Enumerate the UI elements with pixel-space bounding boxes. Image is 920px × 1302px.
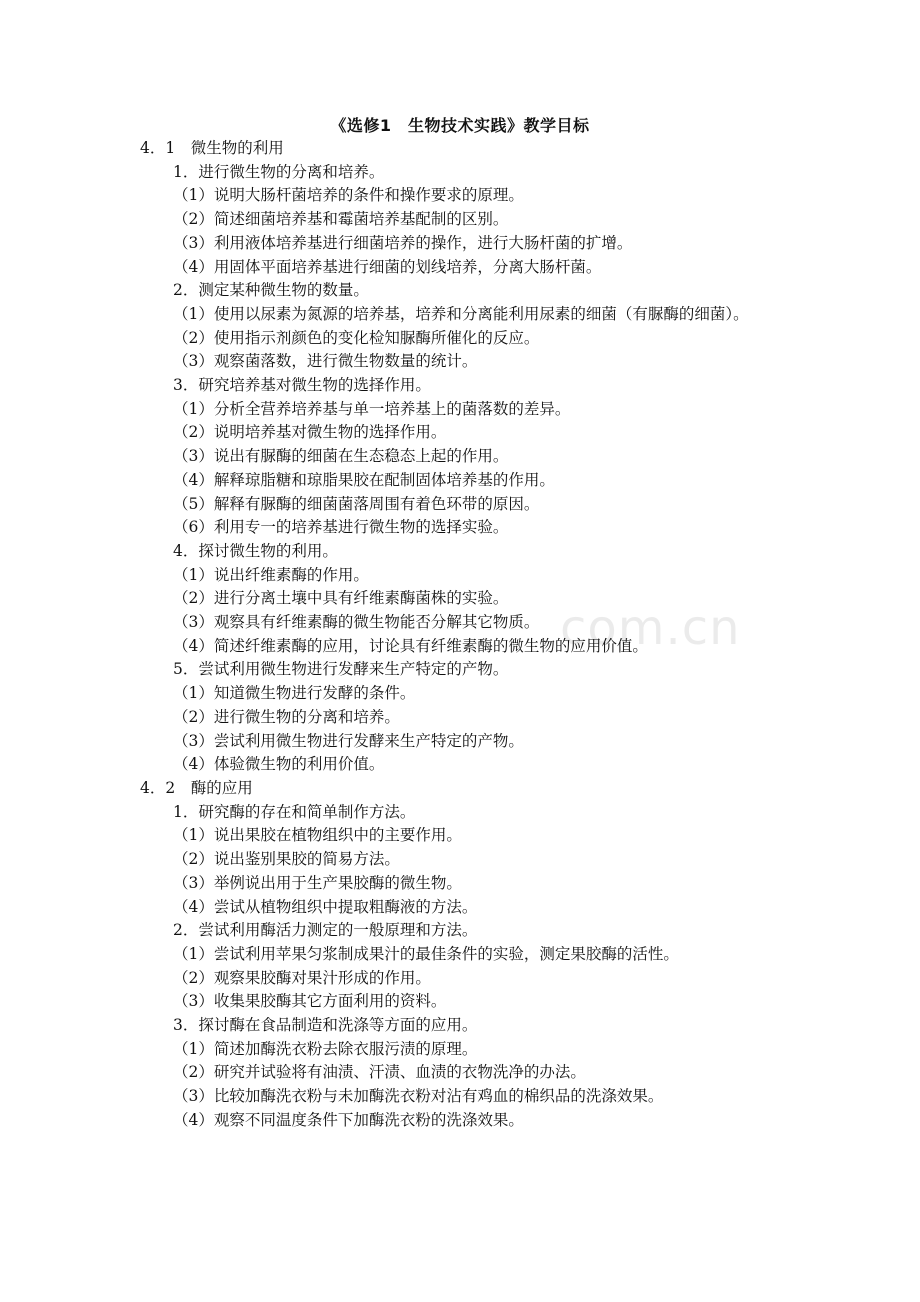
list-item: （1）使用以尿素为氮源的培养基，培养和分离能利用尿素的细菌（有脲酶的细菌）。: [173, 304, 749, 323]
list-item: （4）简述纤维素酶的应用，讨论具有纤维素酶的微生物的应用价值。: [173, 636, 648, 655]
list-item: （1）知道微生物进行发酵的条件。: [173, 684, 416, 703]
list-item: （3）观察具有纤维素酶的微生物能否分解其它物质。: [173, 613, 540, 632]
list-item: （4）尝试从植物组织中提取粗酶液的方法。: [173, 897, 478, 916]
section-heading: 4．2 酶的应用: [140, 778, 253, 797]
list-item: （2）研究并试验将有油渍、汗渍、血渍的衣物洗净的办法。: [173, 1063, 586, 1082]
list-item: （2）使用指示剂颜色的变化检知脲酶所催化的反应。: [173, 328, 540, 347]
list-item: （4）体验微生物的利用价值。: [173, 755, 385, 774]
list-item: （3）尝试利用微生物进行发酵来生产特定的产物。: [173, 731, 524, 750]
list-item: （2）进行分离土壤中具有纤维素酶菌株的实验。: [173, 589, 509, 608]
list-item: （4）观察不同温度条件下加酶洗衣粉的洗涤效果。: [173, 1110, 524, 1129]
list-item: （6）利用专一的培养基进行微生物的选择实验。: [173, 518, 509, 537]
list-item: （1）简述加酶洗衣粉去除衣服污渍的原理。: [173, 1039, 478, 1058]
subsection-title: 3．探讨酶在食品制造和洗涤等方面的应用。: [173, 1016, 478, 1035]
subsection-title: 1．进行微生物的分离和培养。: [173, 162, 385, 181]
list-item: （1）尝试利用苹果匀浆制成果汁的最佳条件的实验，测定果胶酶的活性。: [173, 944, 679, 963]
list-item: （4）用固体平面培养基进行细菌的划线培养，分离大肠杆菌。: [173, 257, 602, 276]
subsection-title: 2．尝试利用酶活力测定的一般原理和方法。: [173, 921, 478, 940]
subsection-title: 3．研究培养基对微生物的选择作用。: [173, 376, 431, 395]
list-item: （5）解释有脲酶的细菌菌落周围有着色环带的原因。: [173, 494, 540, 513]
subsection-title: 1．研究酶的存在和简单制作方法。: [173, 802, 416, 821]
list-item: （3）举例说出用于生产果胶酶的微生物。: [173, 873, 462, 892]
list-item: （2）说明培养基对微生物的选择作用。: [173, 423, 447, 442]
list-item: （2）简述细菌培养基和霉菌培养基配制的区别。: [173, 210, 509, 229]
list-item: （2）说出鉴别果胶的简易方法。: [173, 850, 400, 869]
list-item: （3）利用液体培养基进行细菌培养的操作，进行大肠杆菌的扩增。: [173, 233, 633, 252]
list-item: （1）说出果胶在植物组织中的主要作用。: [173, 826, 462, 845]
list-item: （1）说出纤维素酶的作用。: [173, 565, 369, 584]
subsection-title: 4．探讨微生物的利用。: [173, 541, 338, 560]
list-item: （2）观察果胶酶对果汁形成的作用。: [173, 968, 431, 987]
subsection-title: 5．尝试利用微生物进行发酵来生产特定的产物。: [173, 660, 509, 679]
list-item: （2）进行微生物的分离和培养。: [173, 707, 400, 726]
list-item: （3）观察菌落数，进行微生物数量的统计。: [173, 352, 478, 371]
watermark: com.cn: [560, 600, 741, 656]
section-heading: 4．1 微生物的利用: [140, 139, 284, 157]
list-item: （1）说明大肠杆菌培养的条件和操作要求的原理。: [173, 186, 524, 205]
list-item: （3）收集果胶酶其它方面利用的资料。: [173, 992, 447, 1011]
list-item: （3）说出有脲酶的细菌在生态稳态上起的作用。: [173, 447, 509, 466]
list-item: （4）解释琼脂糖和琼脂果胶在配制固体培养基的作用。: [173, 470, 555, 489]
document-body: [140, 137, 790, 1133]
page-title: 《选修1 生物技术实践》教学目标: [330, 116, 590, 135]
list-item: （3）比较加酶洗衣粉与未加酶洗衣粉对沾有鸡血的棉织品的洗涤效果。: [173, 1087, 664, 1106]
list-item: （1）分析全营养培养基与单一培养基上的菌落数的差异。: [173, 399, 571, 418]
subsection-title: 2．测定某种微生物的数量。: [173, 281, 369, 300]
